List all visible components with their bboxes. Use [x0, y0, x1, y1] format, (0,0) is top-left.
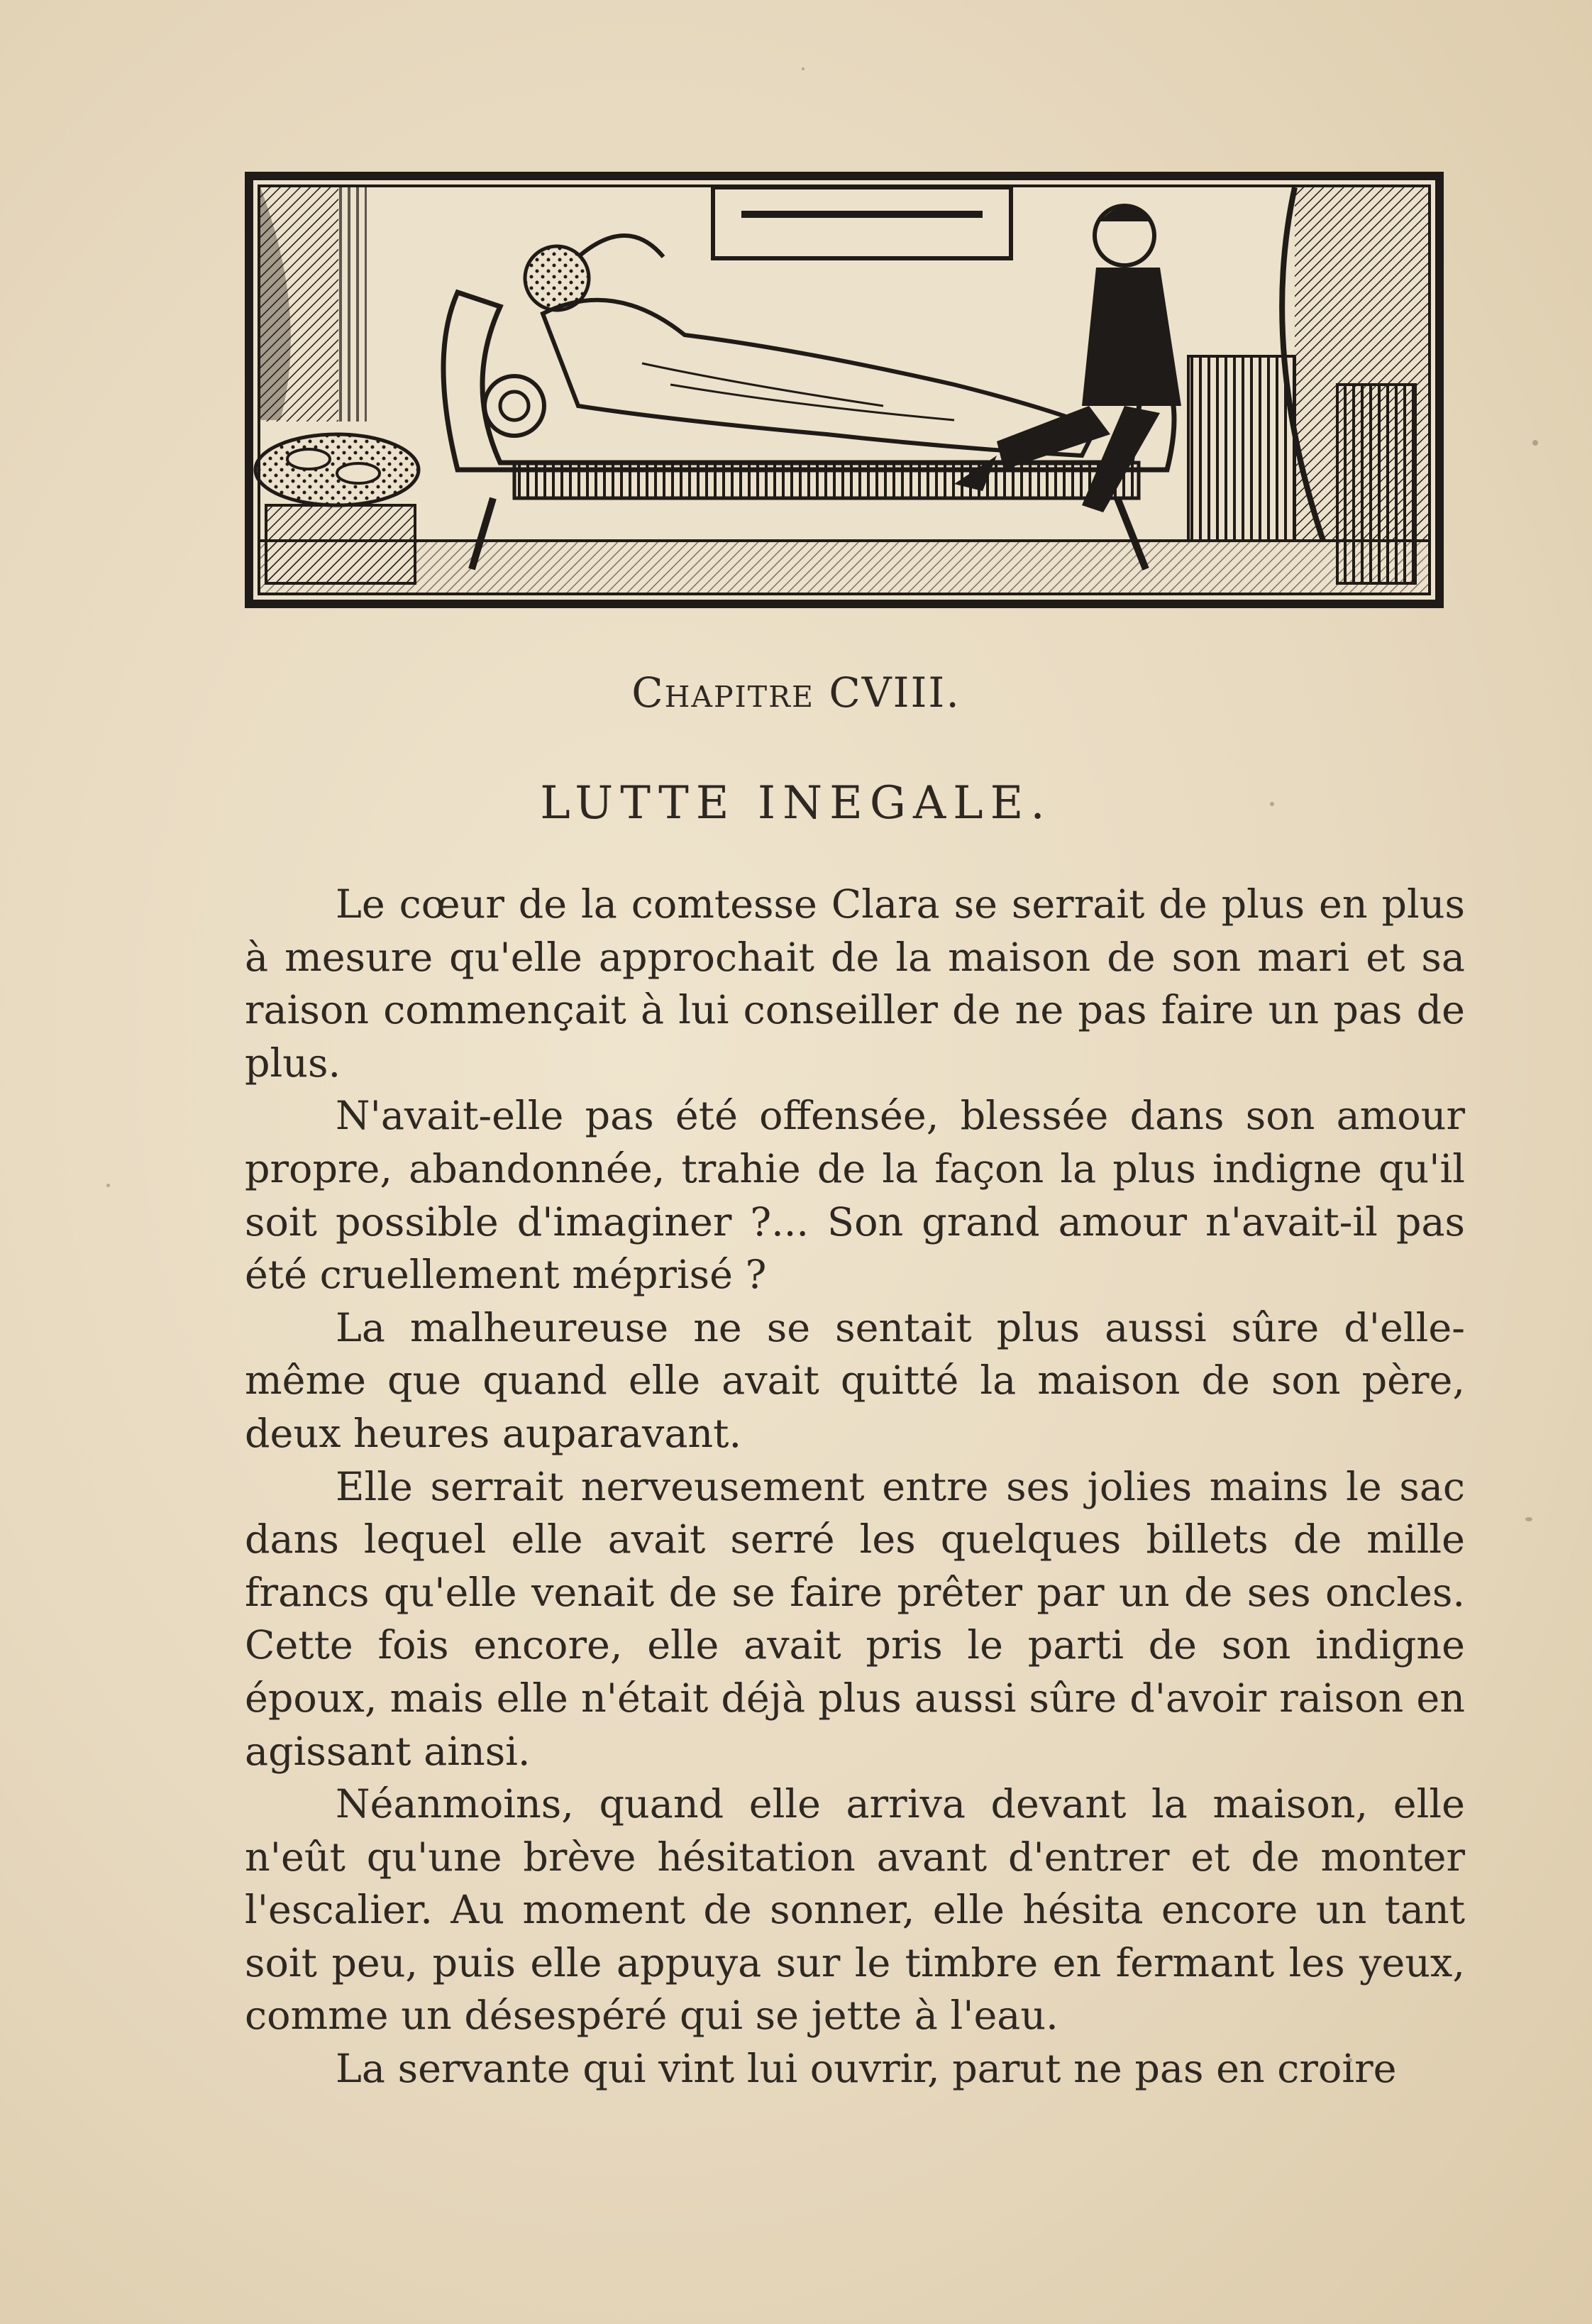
paper-speck	[106, 1184, 110, 1187]
paragraph: Le cœur de la comtesse Clara se serrait de plus en plus à mesure qu'elle approchait de la maison de son mari et sa raison commençait à lui conseiller de ne pas faire un pas de plus.	[245, 881, 1465, 1086]
paragraph: La servante qui vint lui ouvrir, parut ne pas en croire	[336, 2046, 1397, 2093]
engraving-image	[245, 172, 1444, 608]
paragraph: N'avait-elle pas été offensée, blessée dans son amour propre, abandonnée, trahie de la façon la plus indigne qu'il soit possible d'imaginer ?... Son grand amour n'avait-il pas été cruellement méprisé ?	[245, 1093, 1465, 1299]
paper-speck	[1525, 1517, 1532, 1521]
paper-speck	[1532, 440, 1538, 446]
chapter-illustration	[245, 172, 1444, 608]
body-text	[245, 879, 1465, 2096]
paper-speck	[802, 67, 805, 70]
chapter-title: LUTTE INEGALE.	[540, 777, 1052, 830]
paragraph: Néanmoins, quand elle arriva devant la maison, elle n'eût qu'une brève hésitation avant d'entrer et de monter l'escalier. Au moment de sonner, elle hésita encore un tant soit peu, puis elle appuya sur le timbre en fermant les yeux, comme un désespéré qui se jette à l'eau.	[245, 1781, 1465, 2039]
paragraph: Elle serrait nerveusement entre ses jolies mains le sac dans lequel elle avait serré les quelques billets de mille francs qu'elle venait de se faire prêter par un de ses oncles. Cette fois encore, elle avait pris le parti de son indigne époux, mais elle n'était déjà plus aussi sûre d'avoir raison en agissant ainsi.	[245, 1463, 1465, 1775]
paragraph: La malheureuse ne se sentait plus aussi sûre d'elle-même que quand elle avait quitté la maison de son père, deux heures auparavant.	[245, 1304, 1465, 1457]
chapter-heading: Chapitre CVIII.	[631, 668, 961, 717]
